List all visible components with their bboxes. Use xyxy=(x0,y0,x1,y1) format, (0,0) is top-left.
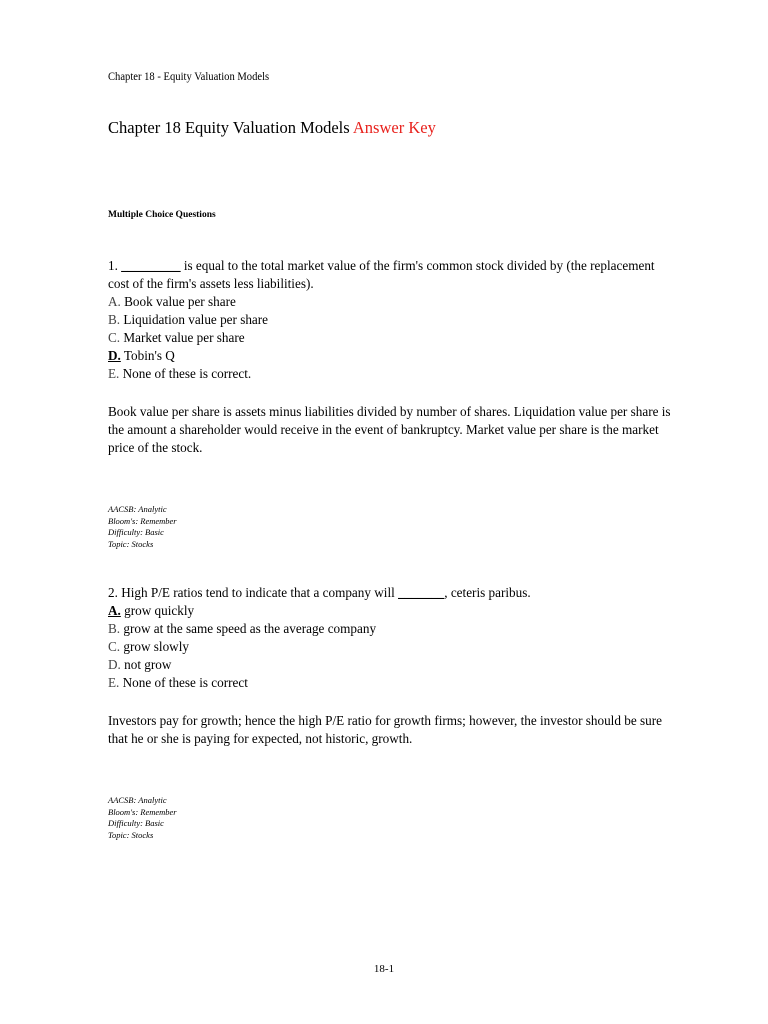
option-text: Tobin's Q xyxy=(123,348,175,363)
correct-option-letter: A. xyxy=(108,603,121,618)
explanation-2: Investors pay for growth; hence the high P/E ratio for growth firms; however, the investor should be sure that he or she is paying for expected, not historic, growth. xyxy=(108,713,662,746)
option-text: Book value per share xyxy=(124,294,236,309)
title-answer-key: Answer Key xyxy=(352,118,436,137)
aacsb-tag: AACSB: Analytic xyxy=(108,504,167,514)
stem-text: High P/E ratios tend to indicate that a company will xyxy=(121,585,399,600)
option-text: grow quickly xyxy=(124,603,195,618)
question-number: 1. xyxy=(108,258,118,273)
option-b xyxy=(108,620,678,638)
option-c xyxy=(108,638,678,656)
section-heading: Multiple Choice Questions xyxy=(108,210,216,220)
option-letter: A. xyxy=(108,294,121,309)
option-a xyxy=(108,293,678,311)
difficulty-tag: Difficulty: Basic xyxy=(108,527,164,538)
running-header: Chapter 18 - Equity Valuation Models xyxy=(108,71,270,83)
option-letter: C. xyxy=(108,639,121,654)
answer-blank: _______ xyxy=(398,585,445,600)
option-text: not grow xyxy=(124,657,172,672)
blooms-tag: Bloom's: Remember xyxy=(108,515,177,526)
title-main: Chapter 18 Equity Valuation Models xyxy=(108,118,353,137)
question-2 xyxy=(108,584,678,692)
option-e xyxy=(108,365,678,383)
option-letter: C. xyxy=(108,330,121,345)
question-2-metadata xyxy=(108,795,177,841)
difficulty-tag: Difficulty: Basic xyxy=(108,818,164,829)
option-letter: E. xyxy=(108,366,120,381)
question-stem xyxy=(108,257,678,293)
option-d xyxy=(108,656,678,674)
option-e xyxy=(108,674,678,692)
option-letter: D. xyxy=(108,657,121,672)
option-text: grow slowly xyxy=(123,639,189,654)
stem-text: is equal to the total market value of the firm's common stock divided by (the replacement cost of the firm's assets less liabilities). xyxy=(108,258,655,291)
option-d-correct xyxy=(108,347,678,365)
option-text: None of these is correct xyxy=(122,675,248,690)
explanation-1: Book value per share is assets minus liabilities divided by number of shares. Liquidation value per share is the amount a shareholder would receive in the event of bankruptcy. Market value per share is the market price of the stock. xyxy=(108,404,671,455)
document-title xyxy=(108,118,436,138)
blooms-tag: Bloom's: Remember xyxy=(108,806,177,817)
option-letter: B. xyxy=(108,312,121,327)
topic-tag: Topic: Stocks xyxy=(108,829,154,840)
question-number: 2. xyxy=(108,585,118,600)
stem-text-end: , ceteris paribus. xyxy=(444,585,531,600)
option-text: grow at the same speed as the average company xyxy=(123,621,377,636)
option-b xyxy=(108,311,678,329)
question-1 xyxy=(108,257,678,383)
option-letter: B. xyxy=(108,621,121,636)
option-text: Market value per share xyxy=(123,330,245,345)
option-text: Liquidation value per share xyxy=(123,312,269,327)
topic-tag: Topic: Stocks xyxy=(108,538,154,549)
option-c xyxy=(108,329,678,347)
question-1-metadata xyxy=(108,504,177,550)
option-a-correct xyxy=(108,602,678,620)
question-stem xyxy=(108,584,678,602)
page-number: 18-1 xyxy=(373,963,395,975)
option-letter: E. xyxy=(108,675,120,690)
answer-blank: _________ xyxy=(121,258,181,273)
aacsb-tag: AACSB: Analytic xyxy=(108,795,167,805)
correct-option-letter: D. xyxy=(108,348,121,363)
option-text: None of these is correct. xyxy=(122,366,252,381)
